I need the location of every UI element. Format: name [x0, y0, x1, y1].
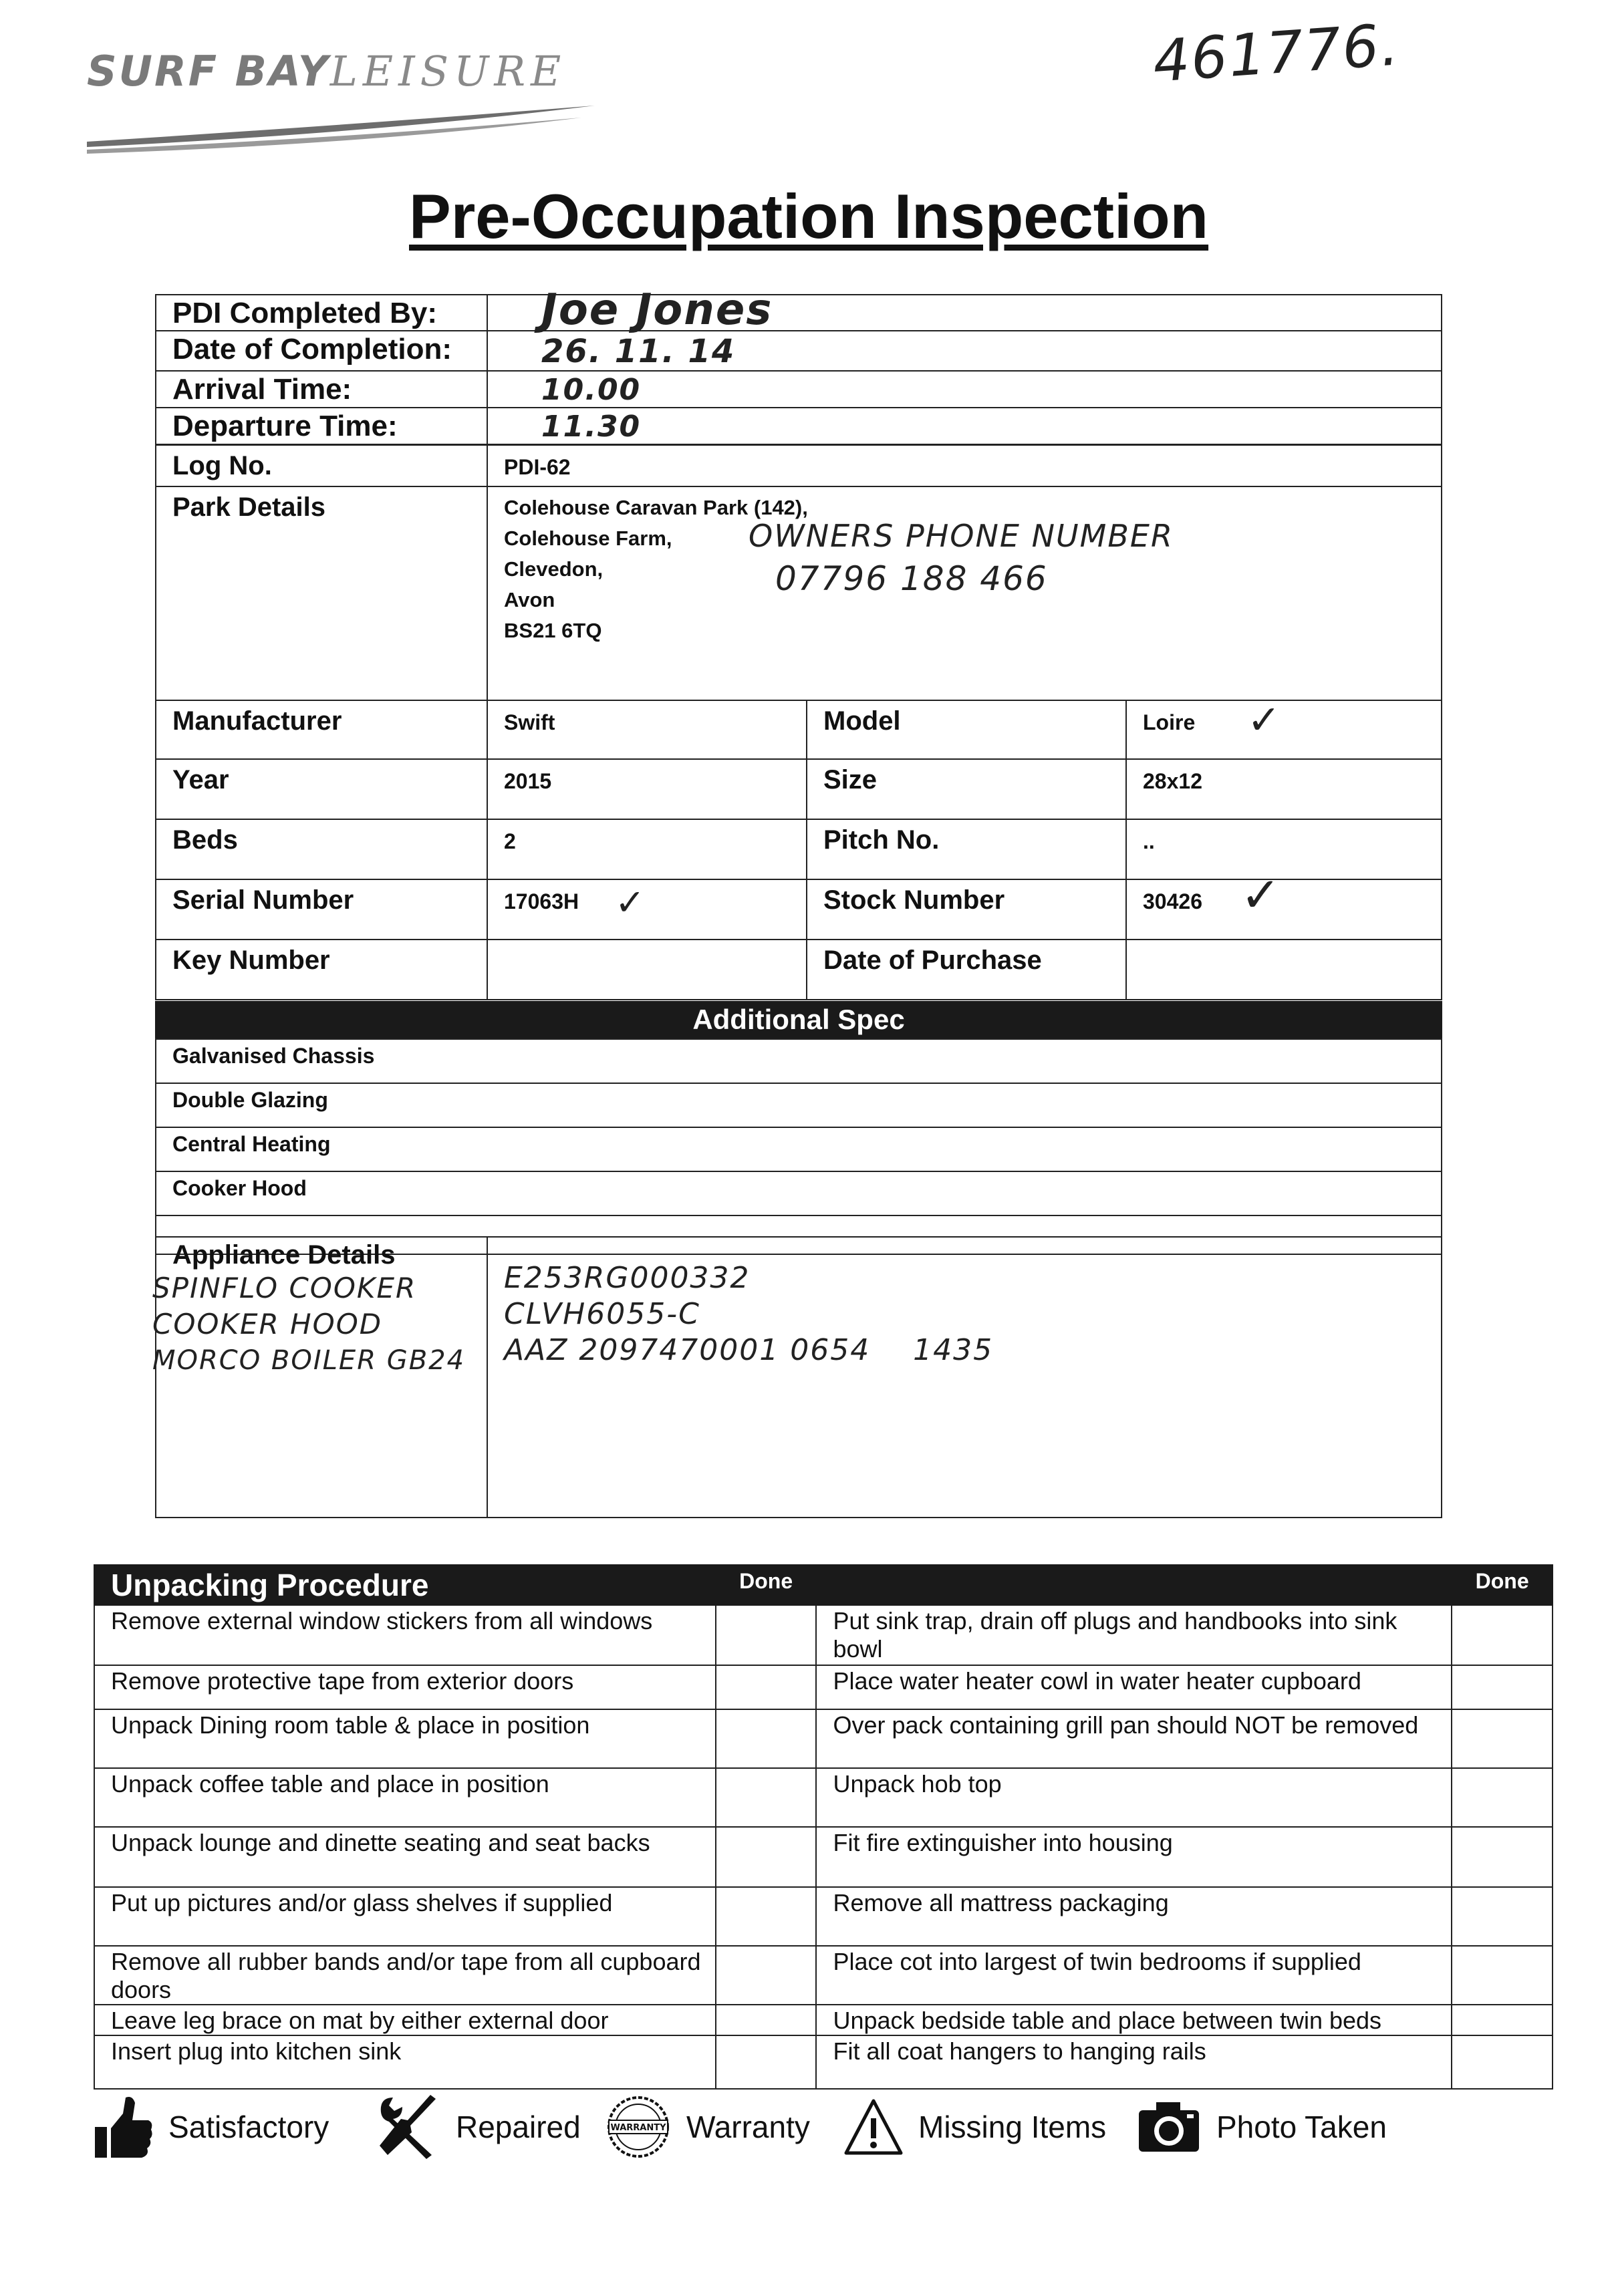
appliance-name: MORCO BOILER GB24 [152, 1345, 466, 1376]
appliance-details-table [152, 1236, 1442, 1518]
spec-item: Double Glazing [156, 1083, 1442, 1127]
unpacking-step: Fit fire extinguisher into housing [816, 1827, 1452, 1887]
done-checkbox[interactable] [1452, 2035, 1553, 2089]
unpacking-step: Leave leg brace on mat by either external door [94, 2005, 716, 2035]
key-number-value [487, 940, 807, 1000]
park-line: Colehouse Farm, [504, 527, 672, 550]
date-of-purchase-label: Date of Purchase [807, 940, 1126, 1000]
unpacking-header-spacer [816, 1565, 1452, 1605]
beds-value: 2 [487, 819, 807, 879]
completed-by-signature: Joe Jones [487, 295, 1442, 331]
company-logo [87, 47, 608, 160]
legend-satisfactory [94, 2090, 329, 2164]
appliance-names-cell [152, 1237, 487, 1518]
done-checkbox[interactable] [1452, 1665, 1553, 1709]
unpacking-step: Unpack bedside table and place between twin beds [816, 2005, 1452, 2035]
appliance-serials-cell [487, 1237, 1442, 1518]
park-line: Avon [504, 588, 555, 611]
legend-satisfactory-label: Satisfactory [168, 2110, 329, 2144]
size-value: 28x12 [1126, 759, 1442, 819]
pitch-no-label: Pitch No. [807, 819, 1126, 879]
completed-by-label: PDI Completed By: [156, 295, 487, 331]
arrival-time-value: 10.00 [487, 371, 1442, 408]
unpacking-step: Put sink trap, drain off plugs and handbooks into sink bowl [816, 1605, 1452, 1665]
model-value: Loire [1143, 710, 1196, 734]
legend-photo-taken-label: Photo Taken [1216, 2110, 1387, 2144]
model-check-mark: ✓ [1247, 697, 1283, 744]
spec-item: Cooker Hood [156, 1171, 1442, 1215]
done-checkbox[interactable] [1452, 1887, 1553, 1946]
unpacking-step: Insert plug into kitchen sink [94, 2035, 716, 2089]
park-details-label: Park Details [156, 486, 487, 700]
legend-missing-items [843, 2090, 1106, 2164]
camera-icon [1136, 2097, 1202, 2157]
done-column-header: Done [1452, 1565, 1553, 1605]
handwritten-reference-number: 461776. [1150, 11, 1402, 96]
logo-swoosh-icon [87, 100, 608, 154]
model-label: Model [807, 700, 1126, 759]
beds-label: Beds [156, 819, 487, 879]
unpacking-step: Fit all coat hangers to hanging rails [816, 2035, 1452, 2089]
logo-brand-light: LEISURE [329, 47, 567, 96]
stock-check-mark: ✓ [1240, 867, 1283, 923]
unpacking-step: Unpack lounge and dinette seating and seat backs [94, 1827, 716, 1887]
legend-warranty-label: Warranty [686, 2110, 810, 2144]
appliance-serial: AAZ 2097470001 0654 1435 [504, 1333, 994, 1367]
done-column-header: Done [716, 1565, 817, 1605]
spec-item: Galvanised Chassis [156, 1039, 1442, 1083]
done-checkbox[interactable] [716, 1946, 817, 2005]
appliance-serial: E253RG000332 [504, 1261, 751, 1295]
park-details-cell [487, 486, 1442, 700]
manufacturer-label: Manufacturer [156, 700, 487, 759]
key-number-label: Key Number [156, 940, 487, 1000]
done-checkbox[interactable] [1452, 1946, 1553, 2005]
spec-item: Central Heating [156, 1127, 1442, 1171]
additional-spec-table [155, 1038, 1442, 1255]
appliance-name: SPINFLO COOKER [152, 1272, 417, 1304]
date-of-purchase-value [1126, 940, 1442, 1000]
done-checkbox[interactable] [716, 1605, 817, 1665]
unpacking-step: Unpack hob top [816, 1768, 1452, 1827]
done-checkbox[interactable] [716, 1709, 817, 1768]
unpacking-step: Remove external window stickers from all windows [94, 1605, 716, 1665]
unpacking-step: Unpack Dining room table & place in position [94, 1709, 716, 1768]
wrench-screwdriver-icon [374, 2094, 441, 2160]
park-line: BS21 6TQ [504, 619, 602, 642]
done-checkbox[interactable] [1452, 2005, 1553, 2035]
done-checkbox[interactable] [716, 2035, 817, 2089]
page-title: Pre-Occupation Inspection [409, 181, 1209, 251]
unpacking-step: Put up pictures and/or glass shelves if supplied [94, 1887, 716, 1946]
done-checkbox[interactable] [1452, 1827, 1553, 1887]
unpacking-step: Place cot into largest of twin bedrooms if supplied [816, 1946, 1452, 2005]
date-of-completion-label: Date of Completion: [156, 331, 487, 371]
unpacking-procedure-table [94, 1564, 1553, 2090]
done-checkbox[interactable] [1452, 1709, 1553, 1768]
legend-photo-taken [1136, 2090, 1387, 2164]
done-checkbox[interactable] [716, 1887, 817, 1946]
warning-triangle-icon [843, 2097, 904, 2157]
unpacking-step: Remove all rubber bands and/or tape from all cupboard doors [94, 1946, 716, 2005]
stock-number-label: Stock Number [807, 879, 1126, 940]
done-checkbox[interactable] [716, 1827, 817, 1887]
warranty-seal-text: WARRANTY [610, 2123, 666, 2133]
park-line: Clevedon, [504, 557, 603, 581]
unpacking-procedure-title: Unpacking Procedure [94, 1565, 716, 1605]
owner-phone-value: 07796 188 466 [775, 559, 1048, 598]
stock-number-cell [1126, 867, 1442, 940]
departure-time-label: Departure Time: [156, 408, 487, 444]
caravan-details-table [155, 444, 1442, 1000]
serial-number-label: Serial Number [156, 879, 487, 940]
date-of-completion-value: 26. 11. 14 [487, 331, 1442, 371]
unpacking-step: Over pack containing grill pan should NOT be removed [816, 1709, 1452, 1768]
warranty-seal-icon [605, 2094, 672, 2160]
stock-number-value: 30426 [1143, 889, 1202, 913]
legend-warranty [605, 2090, 810, 2164]
appliance-serial: CLVH6055-C [504, 1297, 700, 1331]
done-checkbox[interactable] [716, 1768, 817, 1827]
thumbs-up-icon [94, 2094, 154, 2160]
arrival-time-label: Arrival Time: [156, 371, 487, 408]
pitch-no-value: .. [1126, 819, 1442, 879]
log-no-label: Log No. [156, 445, 487, 486]
done-checkbox[interactable] [716, 1665, 817, 1709]
done-checkbox[interactable] [716, 2005, 817, 2035]
serial-number-value: 17063H [504, 889, 579, 913]
logo-brand-bold: SURF BAY [87, 47, 330, 96]
log-no-value: PDI-62 [487, 445, 1442, 486]
unpacking-step: Remove protective tape from exterior doors [94, 1665, 716, 1709]
departure-time-value: 11.30 [487, 408, 1442, 444]
serial-number-cell [487, 879, 807, 940]
year-value: 2015 [487, 759, 807, 819]
done-checkbox[interactable] [1452, 1768, 1553, 1827]
legend-missing-items-label: Missing Items [918, 2110, 1107, 2144]
unpacking-step: Remove all mattress packaging [816, 1887, 1452, 1946]
done-checkbox[interactable] [1452, 1605, 1553, 1665]
park-line: Colehouse Caravan Park (142), [504, 496, 808, 519]
owner-phone-label: OWNERS PHONE NUMBER [749, 518, 1174, 554]
unpacking-step: Unpack coffee table and place in position [94, 1768, 716, 1827]
serial-check-mark: ✓ [615, 881, 647, 923]
manufacturer-value: Swift [487, 700, 807, 759]
completion-table [155, 285, 1442, 445]
legend-repaired [374, 2090, 581, 2164]
unpacking-step: Place water heater cowl in water heater cupboard [816, 1665, 1452, 1709]
model-cell [1126, 697, 1442, 759]
appliance-details-label: Appliance Details [172, 1240, 396, 1270]
legend-repaired-label: Repaired [456, 2110, 581, 2144]
year-label: Year [156, 759, 487, 819]
additional-spec-header: Additional Spec [155, 1001, 1442, 1038]
size-label: Size [807, 759, 1126, 819]
appliance-name: COOKER HOOD [152, 1308, 383, 1340]
